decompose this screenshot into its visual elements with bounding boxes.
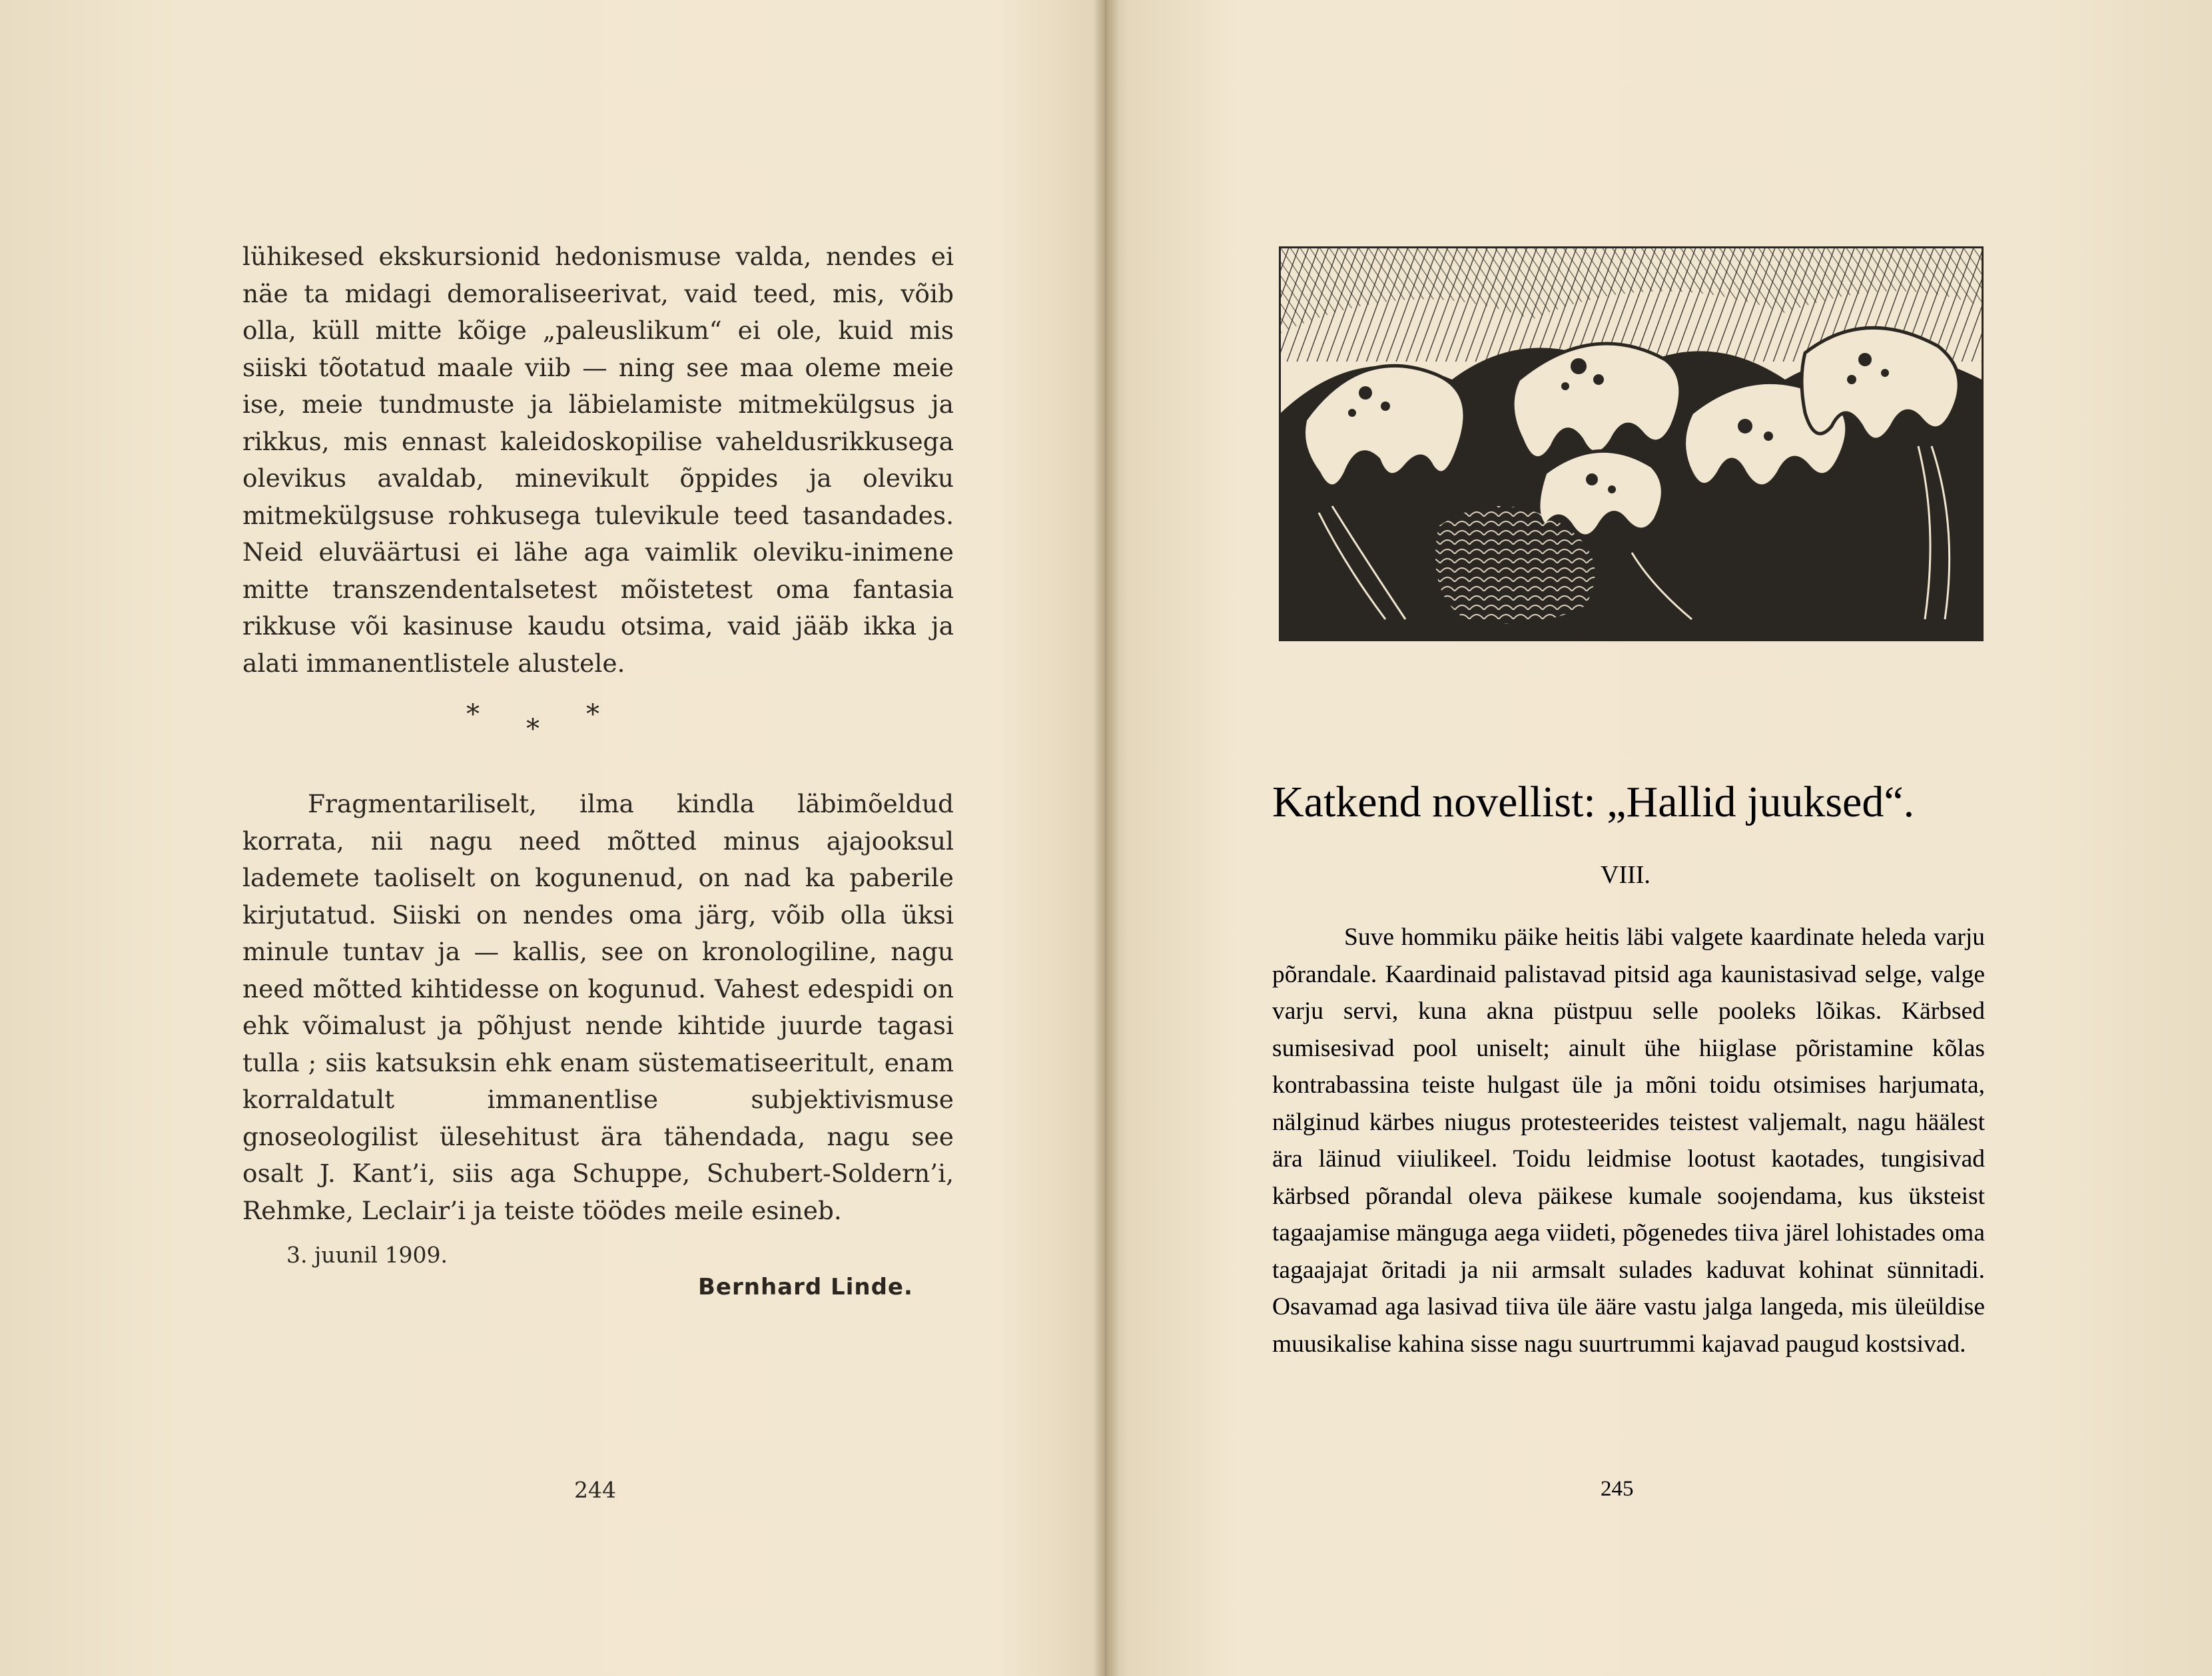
page-number-right: 245 [1601, 1477, 1634, 1501]
page-number-left: 244 [574, 1477, 616, 1503]
asterisk: * [586, 699, 599, 730]
left-page-text [242, 238, 954, 682]
asterisk: * [466, 699, 480, 730]
illustrator-monogram: AT [1938, 616, 1961, 637]
author-signature: Bernhard Linde. [698, 1274, 913, 1300]
date-line: 3. juunil 1909. [286, 1242, 448, 1268]
left-page-text-2 [242, 786, 954, 1229]
right-paragraph-1: Suve hommiku päike heitis läbi valgete kaardinate heleda varju põrandale. Kaardinaid palistavad pitsid aga kaunistasivad selge, valge varju servi, kuna akna püstpuu selle pooleks lõikas. Kärbsed sumisesivad pool uniselt; ainult ühe hiiglase põristamine kõlas kontrabassina teiste hulgast üle ja mõni toidu otsimises harjumata, nälginud kärbes niugus protesteerides teistest valjemalt, nagu häälest ära läinud viiulikeel. Toidu leidmise lootust kaotades, tungisivad kärbsed põrandal oleva päikese kumale soojendama, kus üksteist tagaajamise mänguga aega viideti, põgenedes tiiva järel lohistades oma tagaajajat õritadi ja nii armsalt sulades kaduvat kohinat sünnitadi. Osavamad aga lasivad tiiva üle ääre vastu jalga langeda, mis üleüldise muusikalise kahina sisse nagu suurtrummi kajavad paugud kostsivad. [1272, 924, 1985, 1358]
asterisk: * [526, 714, 540, 744]
left-paragraph-2: Fragmentariliselt, ilma kindla läbimõeldud korrata, nii nagu need mõtted minus ajajooksul lademete taoliselt on kogunenud, on nad ka paberile kirjutatud. Siiski on nendes oma järg, võib olla üksi minule tuntav ja — kallis, see on kronologiline, nagu need mõtted kihtidesse on kogunud. Vahest edespidi on ehk võimalust ja põhjust nende kihtide juurde tagasi tulla ; siis katsuksin ehk enam süstematiseeritult, enam korraldatult immanentlise subjektivismuse gnoseologilist ülesehitust ära tähendada, nagu see osalt J. Kant’i, siis aga Schuppe, Schubert-Soldern’i, Rehmke, Leclair’i ja teiste töödes meile esineb. [242, 789, 954, 1225]
right-page-text [1272, 919, 1985, 1362]
left-paragraph-1: lühikesed ekskursionid hedonismuse valda, nendes ei näe ta midagi demoraliseerivat, vaid teed, mis, võib olla, küll mitte kõige „paleuslikum“ ei ole, kuid mis siiski tõotatud maale viib — ning see maa oleme meie ise, meie tundmuste ja läbielamiste mitmekülgsus ja rikkus, mis ennast kaleidoskopilise vaheldusrikkusega olevikus avaldab, minevikult õppides ja oleviku mitmekülgsuse rohkusega tulevikule teed tasandades. Neid eluväärtusi ei lähe aga vaimlik oleviku-inimene mitte transzendentalsetest mõistetest oma fantasia rikkuse või kasinuse kaudu otsima, vaid jääb ikka ja alati immanentlistele alustele. [242, 242, 954, 678]
ocean-waves-illustration [1279, 246, 1984, 650]
section-number: VIII. [1601, 861, 1651, 889]
chapter-title: Katkend novellist: „Hallid juuksed“. [1272, 778, 1915, 826]
section-break-asterisks [466, 699, 679, 752]
